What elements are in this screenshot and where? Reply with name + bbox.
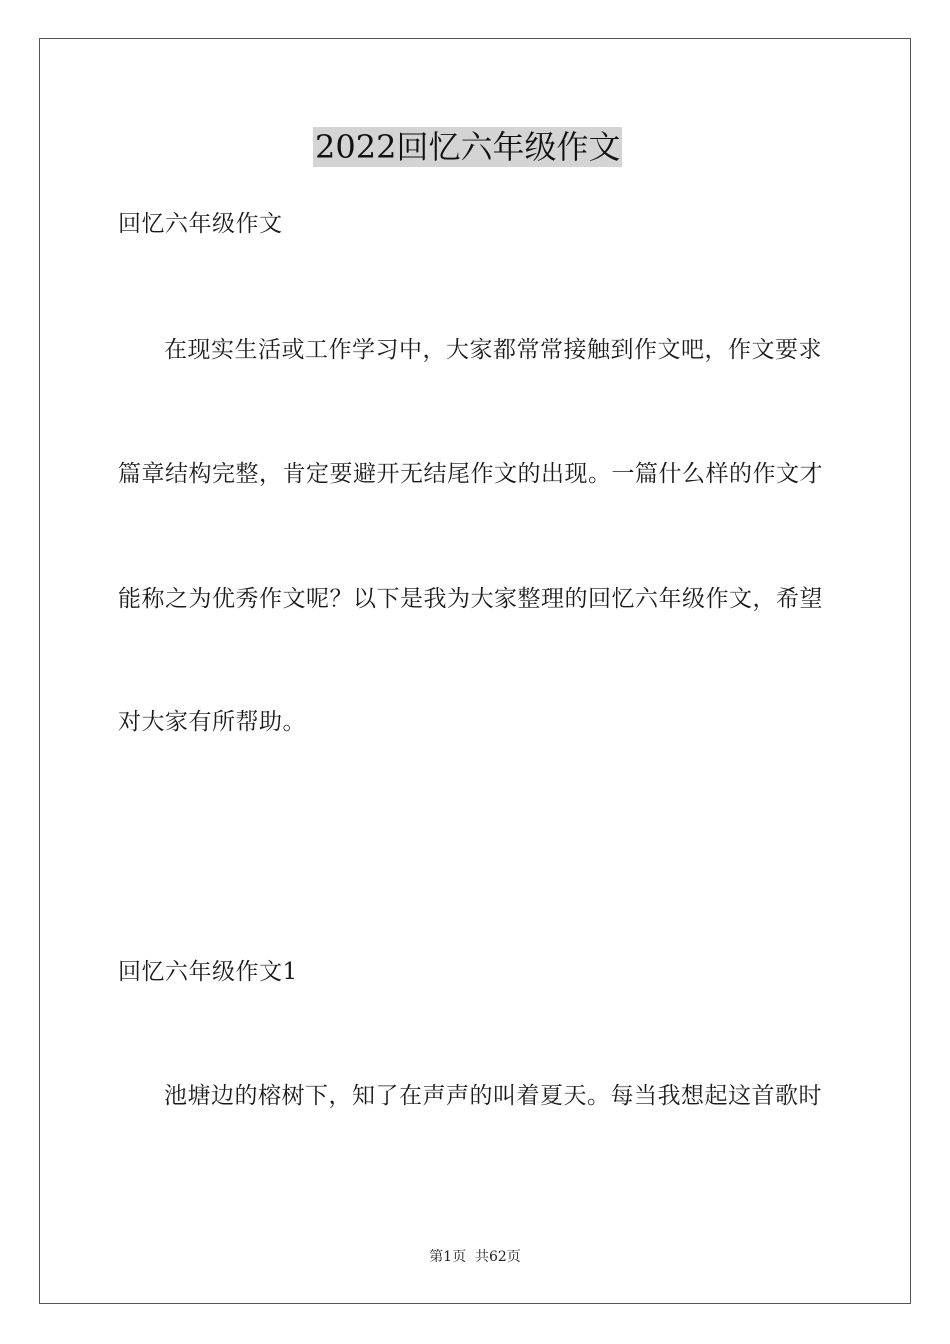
intro-paragraph-line: 在现实生活或工作学习中，大家都常常接触到作文吧，作文要求: [164, 337, 822, 363]
section-paragraph-line: 池塘边的榕树下，知了在声声的叫着夏天。每当我想起这首歌时: [164, 1083, 822, 1109]
intro-paragraph-line: 对大家有所帮助。: [118, 709, 306, 735]
document-subtitle: 回忆六年级作文: [118, 211, 283, 237]
page-number-footer: 第1页 共62页: [429, 1249, 521, 1265]
intro-paragraph-line: 篇章结构完整，肯定要避开无结尾作文的出现。一篇什么样的作文才: [118, 461, 823, 487]
intro-paragraph-line: 能称之为优秀作文呢？以下是我为大家整理的回忆六年级作文，希望: [118, 586, 823, 612]
section-heading: 回忆六年级作文1: [118, 959, 298, 985]
document-title: 2022回忆六年级作文: [315, 128, 621, 166]
